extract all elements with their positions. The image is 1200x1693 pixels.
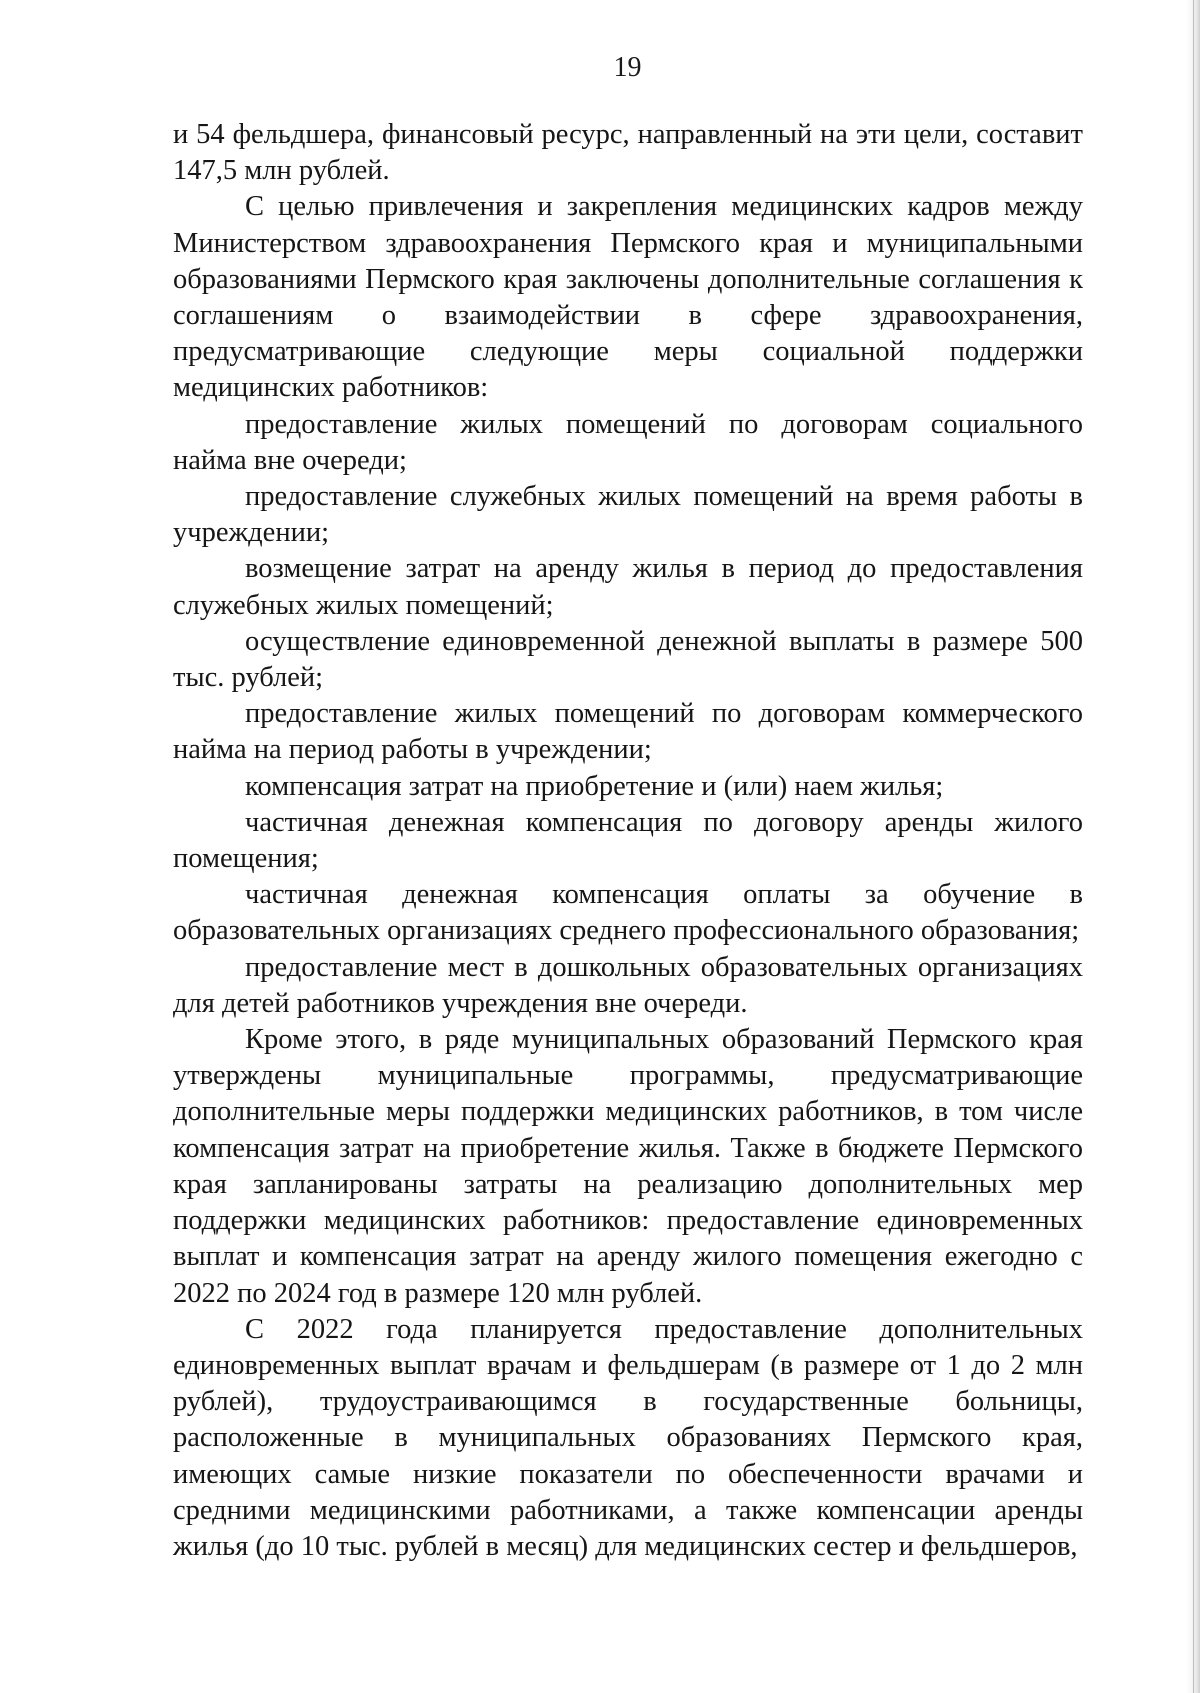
list-item-social-housing: предоставление жилых помещений по договорам социального найма вне очереди;	[173, 408, 1083, 476]
document-body	[173, 117, 1083, 1565]
paragraph-municipal-programs: Кроме этого, в ряде муниципальных образований Пермского края утверждены муниципальные программы, предусматривающие дополнительные меры поддержки медицинских работников, в том числе компенсация затрат на приобретение жилья. Также в бюджете Пермского края запланированы затраты на реализацию дополнительных мер поддержки медицинских работников: предоставление единовременных выплат и компенсация затрат на аренду жилого помещения ежегодно с 2022 по 2024 год в размере 120 млн рублей.	[173, 1024, 1083, 1309]
paragraph-2: С целью привлечения и закрепления медицинских кадров между Министерством здравоохранения Пермского края и муниципальными образованиями Пермского края заключены дополнительные соглашения к соглашениям о взаимодействии в сфере здравоохранения, предусматривающие следующие меры социальной поддержки медицинских работников:	[173, 191, 1083, 404]
page-edge-line	[1193, 0, 1194, 1693]
list-item-service-housing: предоставление служебных жилых помещений на время работы в учреждении;	[173, 481, 1083, 549]
paragraph-2022-payments: С 2022 года планируется предоставление дополнительных единовременных выплат врачам и фельдшерам (в размере от 1 до 2 млн рублей), трудоустраивающимся в государственные больницы, расположенные в муниципальных образованиях Пермского края, имеющих самые низкие показатели по обеспеченности врачами и средними медицинскими работниками, а также компенсации аренды жилья (до 10 тыс. рублей в месяц) для медицинских сестер и фельдшеров,	[173, 1313, 1083, 1562]
page-number: 19	[613, 52, 642, 83]
list-item-housing-compensation: компенсация затрат на приобретение и (или) наем жилья;	[245, 770, 944, 802]
list-item-preschool-places: предоставление мест в дошкольных образовательных организациях для детей работников учреждения вне очереди.	[173, 951, 1083, 1019]
list-item-rent-reimbursement: возмещение затрат на аренду жилья в период до предоставления служебных жилых помещений;	[173, 553, 1083, 621]
list-item-rent-compensation: частичная денежная компенсация по договору аренды жилого помещения;	[173, 806, 1083, 875]
list-item-education-compensation: частичная денежная компенсация оплаты за обучение в образовательных организациях среднего профессионального образования;	[173, 879, 1083, 947]
list-item-lump-sum-payment: осуществление единовременной денежной выплаты в размере 500 тыс. рублей;	[173, 625, 1083, 694]
list-item-commercial-housing: предоставление жилых помещений по договорам коммерческого найма на период работы в учреждении;	[173, 698, 1083, 766]
paragraph-1: и 54 фельдшера, финансовый ресурс, направленный на эти цели, составит 147,5 млн рублей.	[173, 119, 1083, 187]
